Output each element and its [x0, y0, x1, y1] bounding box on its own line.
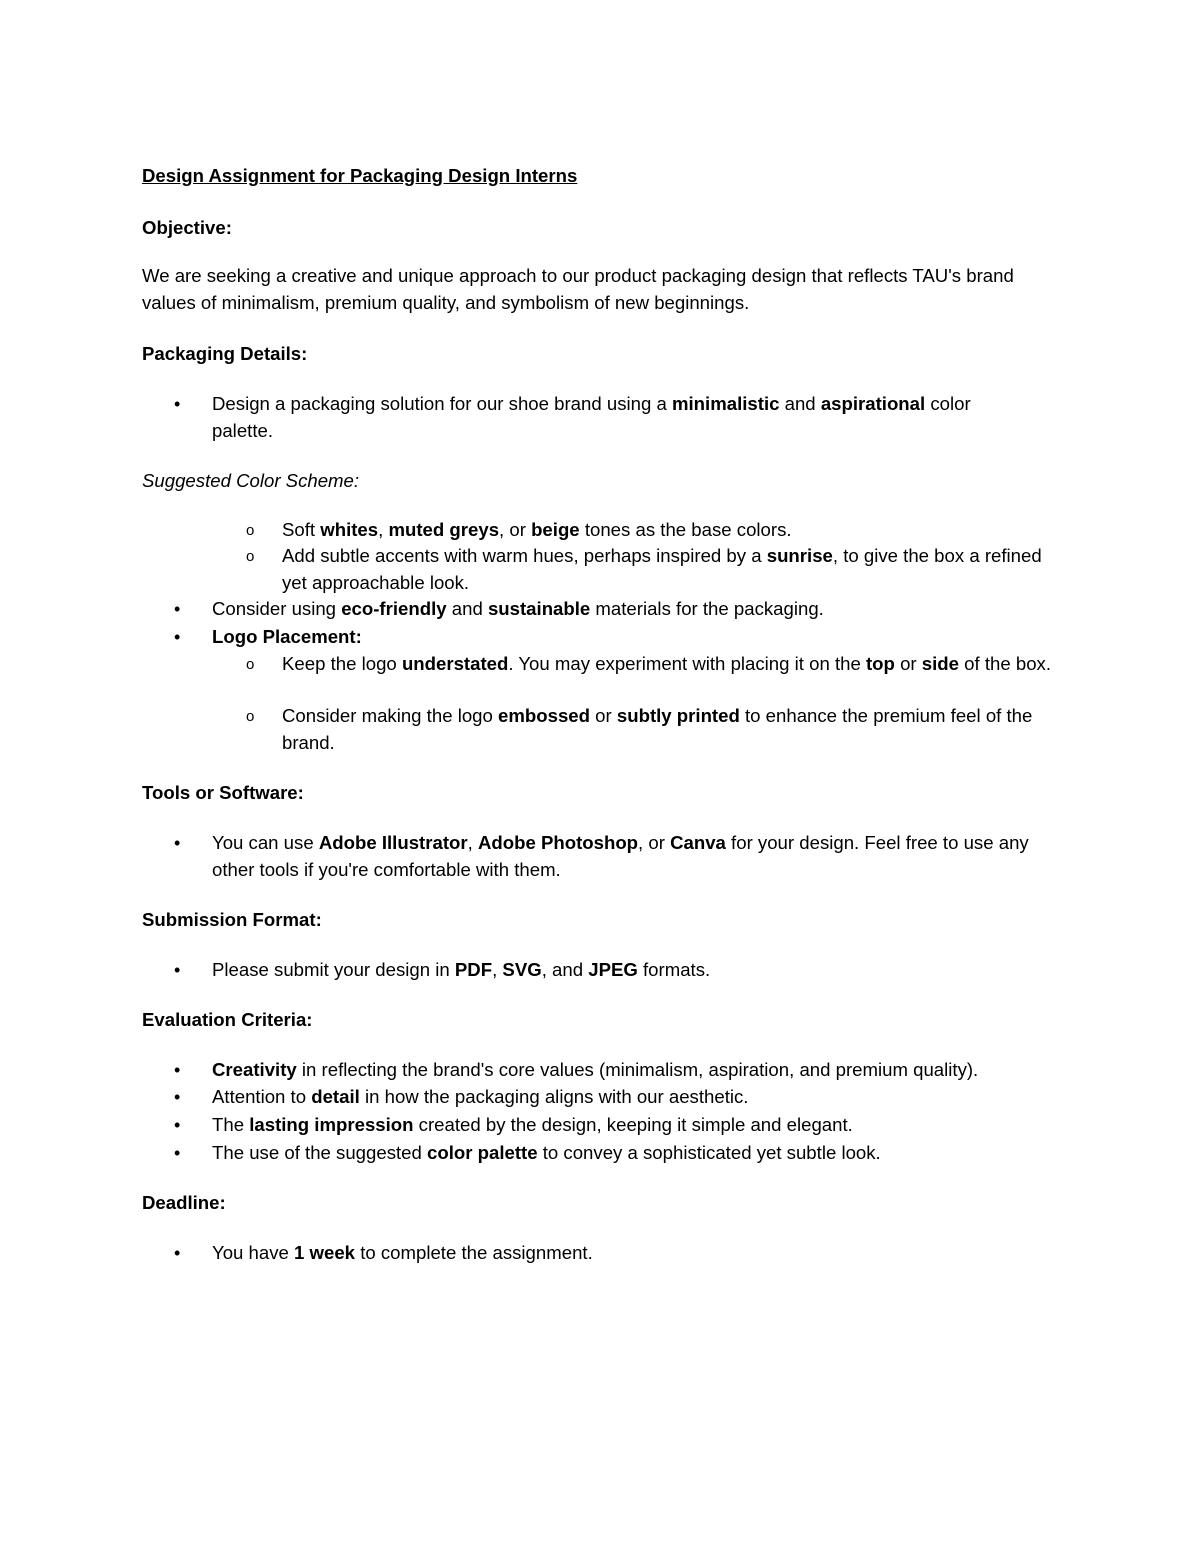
bullet-icon: •: [174, 599, 181, 619]
list-item: Creativity in reflecting the brand's core values (minimalism, aspiration, and premium quality).: [212, 1059, 979, 1080]
list-item: You can use Adobe Illustrator, Adobe Photoshop, or Canva for your design. Feel free to use any other tools if you're comfortable with them.: [212, 832, 1029, 880]
list-item: Consider making the logo embossed or subtly printed to enhance the premium feel of the brand.: [282, 705, 1033, 753]
objective-heading: Objective:: [142, 217, 232, 238]
list-item: Please submit your design in PDF, SVG, and JPEG formats.: [212, 959, 711, 980]
bullet-icon: •: [174, 1060, 181, 1080]
sub-bullet-icon: o: [246, 548, 255, 565]
color-scheme-label: Suggested Color Scheme:: [142, 470, 360, 491]
list-item: Design a packaging solution for our shoe brand using a minimalistic and aspirational color palette.: [212, 393, 971, 441]
logo-placement-label: Logo Placement:: [212, 626, 362, 647]
list-item: Add subtle accents with warm hues, perhaps inspired by a sunrise, to give the box a refined yet approachable look.: [282, 545, 1042, 593]
evaluation-heading: Evaluation Criteria:: [142, 1009, 313, 1030]
tools-heading: Tools or Software:: [142, 782, 304, 803]
bullet-icon: •: [174, 960, 181, 980]
packaging-heading: Packaging Details:: [142, 343, 308, 364]
sub-bullet-icon: o: [246, 522, 255, 539]
objective-text: We are seeking a creative and unique approach to our product packaging design that reflects TAU's brand values of minimalism, premium quality, and symbolism of new beginnings.: [142, 265, 1014, 313]
list-item: Attention to detail in how the packaging aligns with our aesthetic.: [212, 1086, 749, 1107]
list-item: Soft whites, muted greys, or beige tones as the base colors.: [282, 519, 792, 540]
submission-heading: Submission Format:: [142, 909, 322, 930]
bullet-icon: •: [174, 394, 181, 414]
bullet-icon: •: [174, 627, 181, 647]
list-item: The use of the suggested color palette to convey a sophisticated yet subtle look.: [212, 1142, 881, 1163]
bullet-icon: •: [174, 833, 181, 853]
bullet-icon: •: [174, 1243, 181, 1263]
list-item: You have 1 week to complete the assignment.: [212, 1242, 593, 1263]
deadline-heading: Deadline:: [142, 1192, 226, 1213]
sub-bullet-icon: o: [246, 656, 255, 673]
bullet-icon: •: [174, 1143, 181, 1163]
list-item: The lasting impression created by the design, keeping it simple and elegant.: [212, 1114, 853, 1135]
document-title: Design Assignment for Packaging Design Interns: [142, 165, 578, 186]
list-item: Keep the logo understated. You may experiment with placing it on the top or side of the box.: [282, 653, 1051, 674]
sub-bullet-icon: o: [246, 708, 255, 725]
bullet-icon: •: [174, 1087, 181, 1107]
list-item: Consider using eco-friendly and sustainable materials for the packaging.: [212, 598, 824, 619]
bullet-icon: •: [174, 1115, 181, 1135]
